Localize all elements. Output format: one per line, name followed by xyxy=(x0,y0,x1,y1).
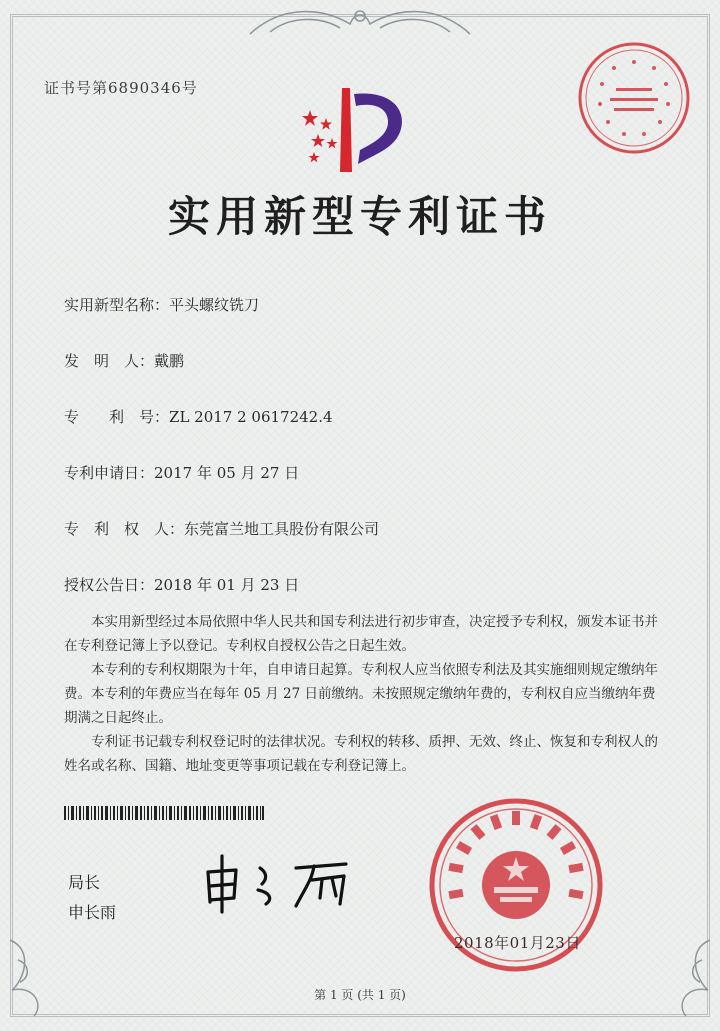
field-utility-model-name xyxy=(64,294,259,315)
field-application-date xyxy=(64,462,299,483)
body-paragraph: 专利证书记载专利权登记时的法律状况。专利权的转移、质押、无效、终止、恢复和专利权人的姓名或名称、国籍、地址变更等事项记载在专利登记簿上。 xyxy=(64,734,658,774)
page-number: 第 1 页 (共 1 页) xyxy=(314,988,406,1002)
top-ornament xyxy=(240,4,480,40)
field-patent-number xyxy=(64,406,333,427)
certificate-number: 证书号第6890346号 xyxy=(44,79,198,97)
barcode-icon xyxy=(64,806,264,820)
corner-ornament-bl xyxy=(4,930,74,1020)
field-label: 授权公告日： xyxy=(64,576,155,594)
certificate-title: 实用新型专利证书 xyxy=(167,192,552,241)
body-paragraph: 本专利的专利权期限为十年，自申请日起算。专利权人应当依照专利法及其实施细则规定缴纳年费。本专利的年费应当在每年 05 月 27 日前缴纳。未按照规定缴纳年费的，专利权自应当缴纳年费期满之日起终止。 xyxy=(64,662,658,726)
field-label: 专利申请日： xyxy=(64,464,155,482)
field-patentee xyxy=(64,518,379,539)
field-value: 戴鹏 xyxy=(154,352,185,370)
corner-ornament-br xyxy=(646,930,716,1020)
field-label: 专 利 号： xyxy=(64,408,170,426)
field-value: ZL 2017 2 0617242.4 xyxy=(169,408,333,426)
field-grant-date xyxy=(64,574,299,595)
field-value: 2018 年 01 月 23 日 xyxy=(154,576,300,594)
field-inventor xyxy=(64,350,184,371)
field-value: 2017 年 05 月 27 日 xyxy=(154,464,300,482)
certificate-body xyxy=(64,610,664,778)
tax-stamp-seal xyxy=(574,38,694,158)
cnipa-logo-icon xyxy=(296,80,416,180)
director-title: 局长 xyxy=(68,873,101,892)
seal-date: 2018年01月23日 xyxy=(454,934,581,952)
director-name: 申长雨 xyxy=(68,903,117,922)
field-value: 东莞富兰地工具股份有限公司 xyxy=(184,520,380,538)
body-paragraph: 本实用新型经过本局依照中华人民共和国专利法进行初步审查，决定授予专利权，颁发本证书并在专利登记簿上予以登记。专利权自授权公告之日起生效。 xyxy=(64,614,658,654)
field-label: 实用新型名称： xyxy=(64,296,170,314)
field-label: 专 利 权 人： xyxy=(64,520,185,538)
field-value: 平头螺纹铣刀 xyxy=(169,296,260,314)
director-signature xyxy=(196,846,366,916)
field-label: 发 明 人： xyxy=(64,352,155,370)
